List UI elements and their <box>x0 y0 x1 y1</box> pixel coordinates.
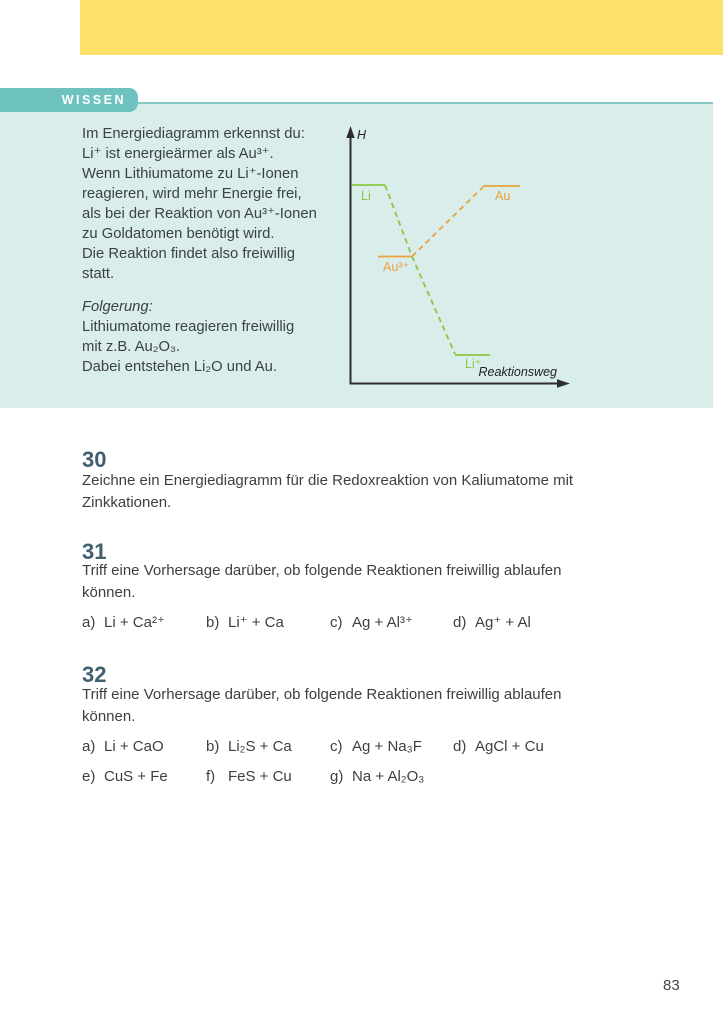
option-item <box>330 612 413 634</box>
option-label: d) <box>453 614 467 631</box>
exercise-31-options <box>0 612 723 634</box>
wissen-text-line: reagieren, wird mehr Energie frei, <box>82 186 302 202</box>
exercise-30-text <box>82 470 682 514</box>
y-axis-label: H <box>357 128 367 142</box>
exercise-text-line: Triff eine Vorhersage darüber, ob folgende Reaktionen freiwillig ablaufen <box>82 686 562 703</box>
exercise-text-line: Triff eine Vorhersage darüber, ob folgende Reaktionen freiwillig ablaufen <box>82 562 562 579</box>
wissen-text-line: Die Reaktion findet also freiwillig <box>82 246 296 262</box>
transition-au-ion-to-au <box>412 187 483 257</box>
wissen-intro-paragraph <box>82 124 350 284</box>
option-item <box>330 736 422 758</box>
option-item <box>206 766 292 788</box>
exercise-32-options-row2 <box>0 766 723 788</box>
wissen-text-line: Wenn Lithiumatome zu Li⁺-Ionen <box>82 166 299 182</box>
level-label-au: Au <box>495 189 511 203</box>
option-formula: Li + Ca²⁺ <box>104 614 165 631</box>
option-formula: Li⁺ + Ca <box>228 614 284 631</box>
wissen-text-line: Li⁺ ist energieärmer als Au³⁺. <box>82 146 274 162</box>
option-item <box>82 612 165 634</box>
option-item <box>82 766 168 788</box>
option-formula: Li + CaO <box>104 738 164 755</box>
option-item <box>453 736 544 758</box>
option-label: a) <box>82 614 96 631</box>
energy-diagram <box>340 125 580 390</box>
header-color-band <box>80 0 723 55</box>
option-formula: AgCl + Cu <box>475 738 544 755</box>
option-label: a) <box>82 738 96 755</box>
option-label: e) <box>82 768 96 785</box>
option-formula: Ag + Al³⁺ <box>352 614 413 631</box>
page-number: 83 <box>663 977 680 994</box>
option-label: c) <box>330 738 343 755</box>
conclusion-label: Folgerung: <box>82 299 153 315</box>
x-axis-label: Reaktionsweg <box>478 365 557 379</box>
wissen-text-line: zu Goldatomen benötigt wird. <box>82 226 275 242</box>
level-label-au-ion: Au³⁺ <box>383 260 410 274</box>
wissen-conclusion-paragraph <box>82 297 350 377</box>
option-formula: CuS + Fe <box>104 768 168 785</box>
wissen-text-line: mit z.B. Au₂O₃. <box>82 339 181 355</box>
exercise-text-line: Zinkkationen. <box>82 494 172 511</box>
exercise-30-number: 30 <box>82 447 107 472</box>
exercise-32-options-row1 <box>0 736 723 758</box>
exercise-text-line: können. <box>82 708 136 725</box>
exercise-32-text <box>82 684 682 728</box>
wissen-text-line: Im Energiediagramm erkennst du: <box>82 126 305 142</box>
level-label-li-ion: Li⁺ <box>465 357 482 371</box>
wissen-text-line: statt. <box>82 266 115 282</box>
option-formula: Ag⁺ + Al <box>475 614 531 631</box>
option-label: g) <box>330 768 344 785</box>
level-label-li: Li <box>361 189 371 203</box>
wissen-text-line: Dabei entstehen Li₂O und Au. <box>82 359 277 375</box>
option-formula: FeS + Cu <box>228 768 292 785</box>
option-formula: Ag + Na₃F <box>352 738 422 755</box>
wissen-text-line: als bei der Reaktion von Au³⁺-Ionen <box>82 206 317 222</box>
option-label: d) <box>453 738 467 755</box>
x-axis-arrow-icon <box>557 379 570 387</box>
exercise-text-line: können. <box>82 584 136 601</box>
option-formula: Na + Al₂O₃ <box>352 768 425 785</box>
option-item <box>206 736 292 758</box>
option-formula: Li₂S + Ca <box>228 738 292 755</box>
option-item <box>453 612 531 634</box>
option-label: b) <box>206 738 220 755</box>
option-label: f) <box>206 768 216 785</box>
option-label: c) <box>330 614 343 631</box>
option-label: b) <box>206 614 220 631</box>
wissen-tab: WISSEN <box>0 88 138 112</box>
option-item <box>206 612 284 634</box>
exercise-32-number: 32 <box>82 662 107 687</box>
option-item <box>330 766 424 788</box>
exercise-text-line: Zeichne ein Energiediagramm für die Redoxreaktion von Kaliumatome mit <box>82 472 574 489</box>
exercise-31-number: 31 <box>82 539 107 564</box>
wissen-text-line: Lithiumatome reagieren freiwillig <box>82 319 295 335</box>
option-item <box>82 736 164 758</box>
exercise-31-text <box>82 560 682 604</box>
